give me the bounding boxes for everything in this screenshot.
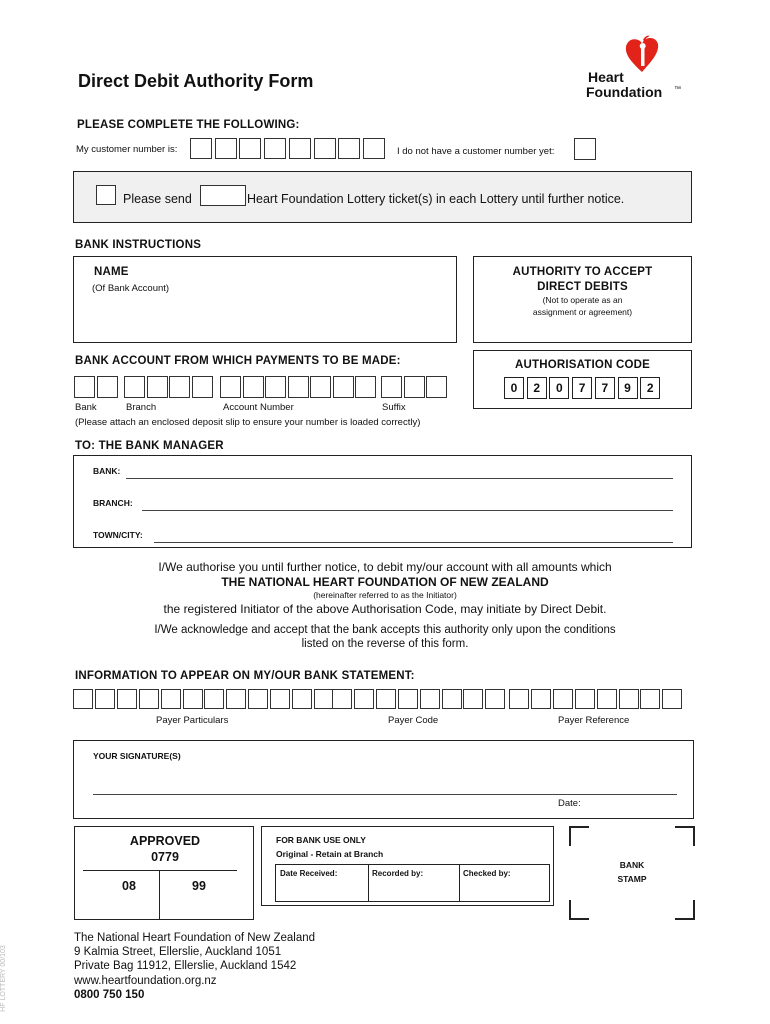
bank-manager-box (73, 455, 692, 548)
bank-line[interactable] (126, 478, 673, 479)
town-label: TOWN/CITY: (93, 530, 143, 540)
payer-code-box[interactable] (442, 689, 462, 709)
side-form-code: HF LOTTERY 00/103 (0, 945, 7, 1012)
payer-particulars-box[interactable] (270, 689, 290, 709)
footer-address-1: 9 Kalmia Street, Ellerslie, Auckland 1051 (74, 946, 282, 959)
authorisation-code-digit: 2 (640, 377, 660, 399)
customer-number-digit-box[interactable] (264, 138, 286, 159)
please-send-label: Please send (123, 192, 192, 206)
no-customer-checkbox[interactable] (574, 138, 596, 160)
authority-box (473, 256, 692, 343)
account-name-box[interactable] (73, 256, 457, 343)
payer-reference-box[interactable] (553, 689, 573, 709)
branch-line[interactable] (142, 510, 673, 511)
authority-sub-1: (Not to operate as an (542, 295, 623, 305)
bank-instructions-heading: BANK INSTRUCTIONS (75, 239, 202, 251)
statement-heading: INFORMATION TO APPEAR ON MY/OUR BANK STATEMENT: (75, 670, 415, 682)
bank-use-divider-2 (459, 865, 460, 901)
label-branch: Branch (126, 402, 157, 413)
payer-particulars-box[interactable] (204, 689, 224, 709)
authorisation-code-digit: 0 (549, 377, 569, 399)
logo-text-heart: Heart (588, 69, 624, 85)
authorise-line-2: THE NATIONAL HEART FOUNDATION OF NEW ZEALAND (221, 575, 549, 589)
customer-number-digit-box[interactable] (314, 138, 336, 159)
payer-reference-box[interactable] (662, 689, 682, 709)
account-heading: BANK ACCOUNT FROM WHICH PAYMENTS TO BE MADE: (75, 355, 401, 367)
approved-vertical-divider (159, 870, 160, 919)
logo-text-foundation: Foundation (586, 84, 663, 100)
bank-use-title: FOR BANK USE ONLY (276, 835, 366, 845)
town-line[interactable] (154, 542, 673, 543)
payer-particulars-box[interactable] (226, 689, 246, 709)
authorisation-code-box (473, 350, 692, 409)
account-digit-box[interactable] (265, 376, 286, 398)
authorisation-code-label: AUTHORISATION CODE (515, 359, 650, 371)
authority-title-2: DIRECT DEBITS (537, 281, 628, 293)
account-digit-box[interactable] (288, 376, 309, 398)
footer-address (74, 931, 315, 1002)
payer-reference-box[interactable] (531, 689, 551, 709)
footer-org: The National Heart Foundation of New Zealand (74, 932, 316, 944)
customer-number-digit-box[interactable] (215, 138, 237, 159)
payer-code-box[interactable] (420, 689, 440, 709)
date-label: Date: (558, 798, 581, 809)
complete-heading: PLEASE COMPLETE THE FOLLOWING: (77, 119, 300, 131)
authorisation-code-digit: 7 (595, 377, 615, 399)
authority-sub-2: assignment or agreement) (532, 307, 633, 317)
recorded-by-label: Recorded by: (372, 869, 424, 878)
signature-box[interactable] (73, 740, 694, 819)
bank-use-table (275, 864, 550, 902)
branch-digit-box[interactable] (169, 376, 190, 398)
payer-reference-box[interactable] (575, 689, 595, 709)
ticket-checkbox[interactable] (96, 185, 116, 205)
signature-label: YOUR SIGNATURE(S) (93, 751, 181, 761)
payer-particulars-box[interactable] (248, 689, 268, 709)
branch-label: BRANCH: (93, 498, 133, 508)
bank-stamp-area (569, 826, 695, 920)
authorise-line-3: (hereinafter referred to as the Initiator) (313, 590, 457, 600)
no-customer-label: I do not have a customer number yet: (397, 146, 555, 157)
payer-particulars-box[interactable] (314, 689, 334, 709)
label-account-number: Account Number (223, 402, 294, 413)
payer-reference-box[interactable] (597, 689, 617, 709)
bank-digit-box[interactable] (97, 376, 118, 398)
account-digit-box[interactable] (333, 376, 354, 398)
ticket-quantity-input[interactable] (200, 185, 246, 206)
label-bank: Bank (75, 402, 97, 413)
payer-particulars-box[interactable] (161, 689, 181, 709)
authorisation-code-digit: 7 (572, 377, 592, 399)
form-title: Direct Debit Authority Form (78, 71, 314, 91)
payer-particulars-box[interactable] (139, 689, 159, 709)
authorise-line-5: I/We acknowledge and accept that the bank accepts this authority only upon the conditions (154, 624, 616, 636)
payer-code-box[interactable] (332, 689, 352, 709)
payer-reference-box[interactable] (619, 689, 639, 709)
customer-number-digit-box[interactable] (338, 138, 360, 159)
customer-number-digit-box[interactable] (289, 138, 311, 159)
deposit-slip-note: (Please attach an enclosed deposit slip to ensure your number is loaded correctly) (75, 417, 421, 428)
payer-particulars-box[interactable] (117, 689, 137, 709)
bank-label: BANK: (93, 466, 121, 476)
heart-foundation-logo (582, 34, 692, 106)
payer-code-box[interactable] (354, 689, 374, 709)
suffix-digit-box[interactable] (404, 376, 425, 398)
approved-code: 0779 (151, 850, 179, 864)
payer-particulars-box[interactable] (292, 689, 312, 709)
branch-digit-box[interactable] (124, 376, 145, 398)
suffix-digit-box[interactable] (381, 376, 402, 398)
bank-use-subtitle: Original - Retain at Branch (276, 849, 384, 859)
payer-particulars-box[interactable] (183, 689, 203, 709)
logo-trademark: ™ (674, 86, 681, 93)
stamp-corner-br (675, 900, 695, 920)
approved-box (74, 826, 254, 920)
customer-number-label: My customer number is: (76, 144, 178, 155)
bank-use-box (261, 826, 554, 906)
stamp-corner-bl (569, 900, 589, 920)
account-digit-box[interactable] (220, 376, 241, 398)
label-suffix: Suffix (382, 402, 406, 413)
bank-manager-heading: TO: THE BANK MANAGER (75, 440, 224, 452)
account-digit-box[interactable] (243, 376, 264, 398)
branch-digit-box[interactable] (192, 376, 213, 398)
payer-code-label: Payer Code (388, 715, 439, 726)
checked-by-label: Checked by: (463, 869, 511, 878)
authorisation-code-digit: 9 (618, 377, 638, 399)
name-sublabel: (Of Bank Account) (92, 283, 170, 294)
payer-code-box[interactable] (398, 689, 418, 709)
stamp-label-1: BANK (619, 860, 645, 870)
account-digit-box[interactable] (355, 376, 376, 398)
footer-phone: 0800 750 150 (74, 988, 145, 1001)
customer-number-digit-box[interactable] (363, 138, 385, 159)
ticket-order-panel (73, 171, 692, 223)
stamp-corner-tr (675, 826, 695, 846)
stamp-corner-tl (569, 826, 589, 846)
footer-address-2: Private Bag 11912, Ellerslie, Auckland 1542 (74, 960, 297, 973)
authorisation-code-digit: 2 (527, 377, 547, 399)
date-received-label: Date Received: (280, 869, 338, 878)
customer-number-digit-box[interactable] (190, 138, 212, 159)
signature-line[interactable] (93, 794, 677, 795)
bank-digit-box[interactable] (74, 376, 95, 398)
approved-right-value: 99 (192, 879, 206, 893)
account-digit-box[interactable] (310, 376, 331, 398)
footer-website[interactable]: www.heartfoundation.org.nz (74, 974, 217, 987)
authorisation-code-digit: 0 (504, 377, 524, 399)
authorise-line-4: the registered Initiator of the above Authorisation Code, may initiate by Direct Debit. (163, 602, 607, 616)
authorise-line-6: listed on the reverse of this form. (301, 638, 469, 650)
payer-code-box[interactable] (485, 689, 505, 709)
heart-logo-icon (624, 34, 660, 74)
payer-particulars-box[interactable] (95, 689, 115, 709)
payer-reference-box[interactable] (509, 689, 529, 709)
bank-use-divider-1 (368, 865, 369, 901)
payer-particulars-label: Payer Particulars (156, 715, 229, 726)
branch-digit-box[interactable] (147, 376, 168, 398)
approved-divider (83, 870, 237, 871)
suffix-digit-box[interactable] (426, 376, 447, 398)
authorise-line-1: I/We authorise you until further notice, to debit my/our account with all amounts which (158, 560, 612, 574)
name-label: NAME (94, 266, 129, 278)
customer-number-digit-box[interactable] (239, 138, 261, 159)
ticket-description: Heart Foundation Lottery ticket(s) in each Lottery until further notice. (247, 192, 625, 206)
authority-title-1: AUTHORITY TO ACCEPT (512, 266, 653, 278)
payer-reference-label: Payer Reference (558, 715, 630, 726)
approved-left-value: 08 (122, 879, 136, 893)
payer-code-box[interactable] (376, 689, 396, 709)
approved-label: APPROVED (129, 834, 201, 848)
payer-particulars-box[interactable] (73, 689, 93, 709)
payer-code-box[interactable] (463, 689, 483, 709)
stamp-label-2: STAMP (617, 874, 647, 884)
payer-reference-box[interactable] (640, 689, 660, 709)
